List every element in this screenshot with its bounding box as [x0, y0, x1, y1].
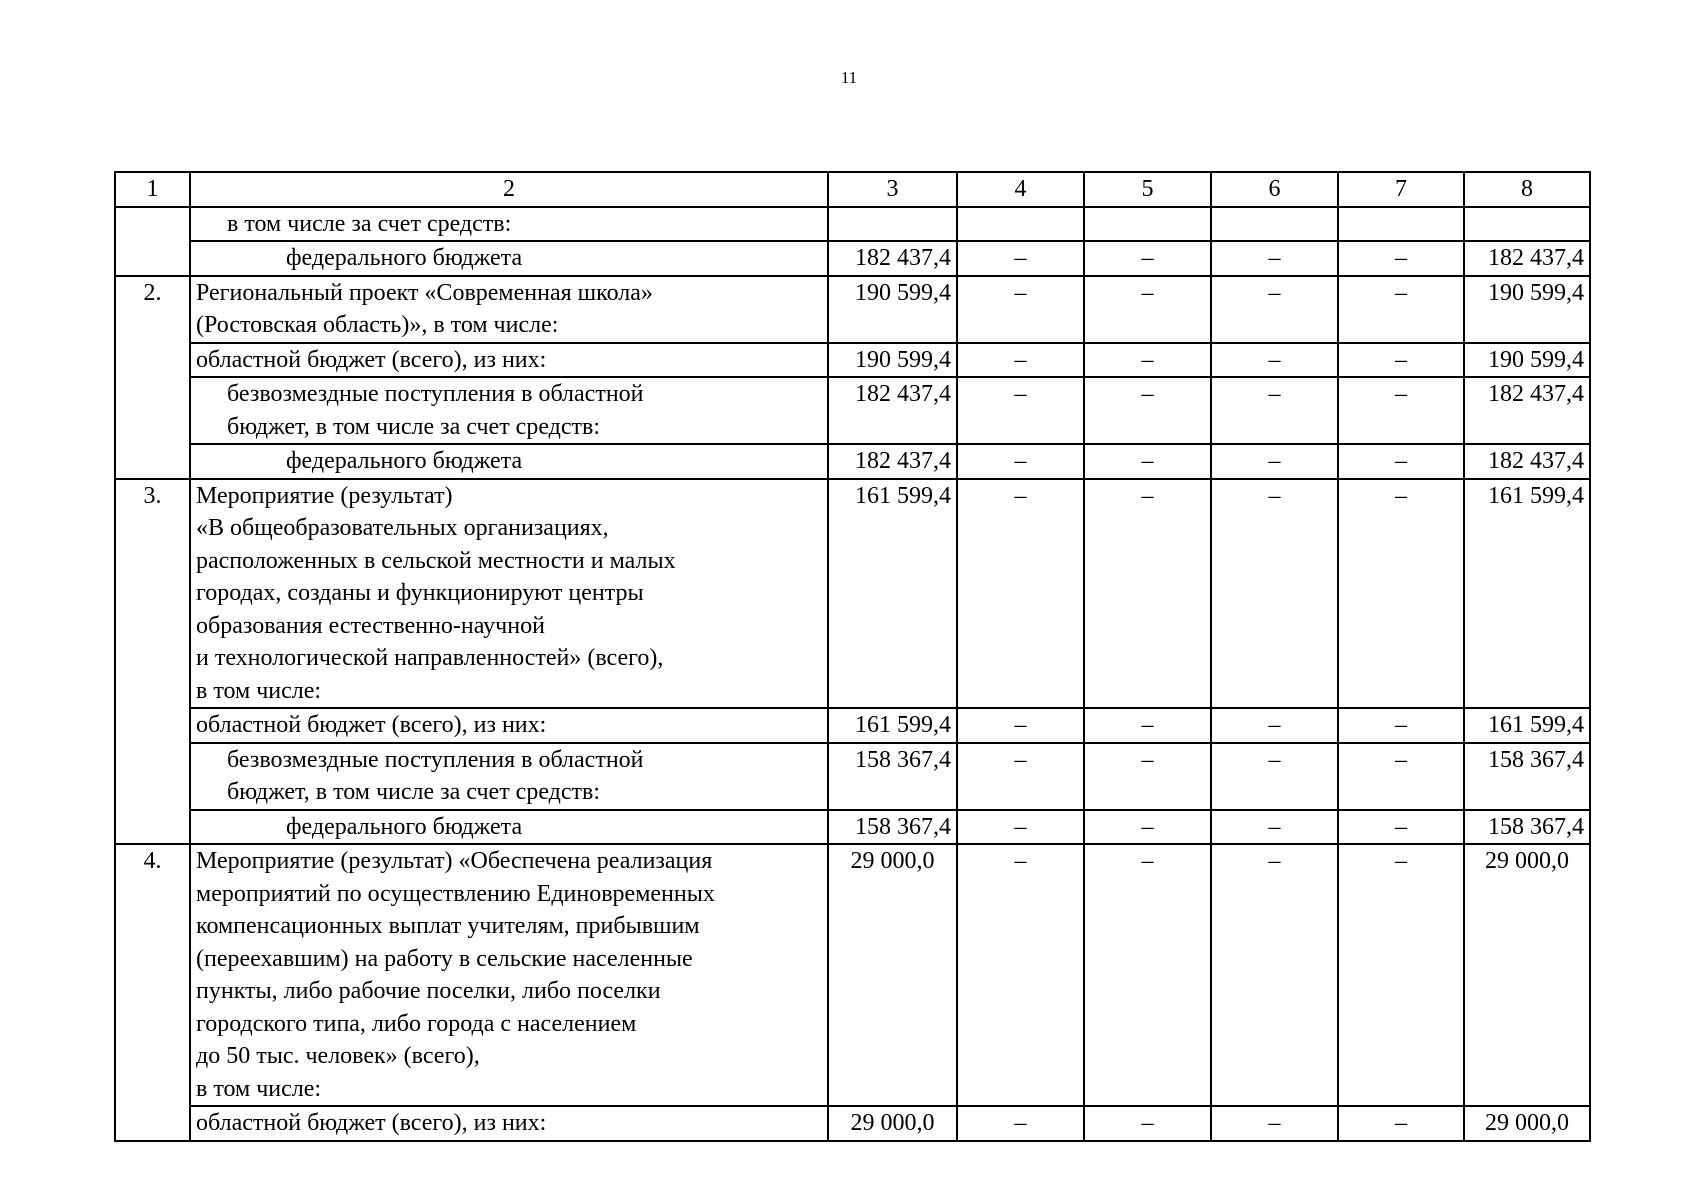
- col6-value: –: [1211, 276, 1338, 343]
- col7-value: –: [1338, 444, 1464, 479]
- col5-value: [1084, 207, 1211, 242]
- row-number: 4.: [115, 844, 190, 1141]
- description-line: Региональный проект «Современная школа»: [196, 279, 653, 306]
- header-cell: 1: [115, 172, 190, 207]
- description-line: образования естественно-научной: [196, 612, 545, 639]
- col7-value: –: [1338, 844, 1464, 1106]
- col8-value: 182 437,4: [1464, 444, 1590, 479]
- col3-value: 161 599,4: [828, 708, 957, 743]
- col7-value: –: [1338, 743, 1464, 810]
- col6-value: –: [1211, 1106, 1338, 1141]
- col5-value: –: [1084, 708, 1211, 743]
- row-description: [190, 743, 828, 810]
- table-row: [115, 743, 1590, 810]
- col8-value: 29 000,0: [1464, 844, 1590, 1106]
- col6-value: –: [1211, 343, 1338, 378]
- description-line: городах, созданы и функционируют центры: [196, 580, 644, 606]
- col3-value: 182 437,4: [828, 377, 957, 444]
- col3-value: 158 367,4: [828, 743, 957, 810]
- col7-value: –: [1338, 343, 1464, 378]
- description-line: мероприятий по осуществлению Единовременных: [196, 880, 715, 907]
- col7-value: –: [1338, 810, 1464, 845]
- row-number-cell: [115, 207, 190, 276]
- description-line: (Ростовская область)», в том числе:: [196, 312, 559, 338]
- col5-value: –: [1084, 276, 1211, 343]
- row-description: областной бюджет (всего), из них:: [190, 343, 828, 378]
- col8-value: 190 599,4: [1464, 276, 1590, 343]
- header-cell: 8: [1464, 172, 1590, 207]
- table-row: [115, 844, 1590, 1106]
- description-line: и технологической направленностей» (всего),: [196, 645, 664, 671]
- row-description: федерального бюджета: [190, 810, 828, 845]
- description-line: городского типа, либо города с населением: [196, 1010, 637, 1037]
- col4-value: –: [957, 276, 1084, 343]
- col8-value: 190 599,4: [1464, 343, 1590, 378]
- description-line: расположенных в сельской местности и малых: [196, 547, 676, 574]
- row-description: [190, 276, 828, 343]
- col5-value: –: [1084, 1106, 1211, 1141]
- col4-value: –: [957, 708, 1084, 743]
- table-row: [115, 343, 1590, 378]
- col4-value: –: [957, 241, 1084, 276]
- col7-value: –: [1338, 479, 1464, 709]
- description-line: компенсационных выплат учителям, прибывшим: [196, 913, 700, 939]
- budget-table: [114, 171, 1591, 1142]
- col5-value: –: [1084, 743, 1211, 810]
- col5-value: –: [1084, 343, 1211, 378]
- col3-value: 29 000,0: [828, 844, 957, 1106]
- col6-value: –: [1211, 377, 1338, 444]
- row-number: 2.: [115, 276, 190, 479]
- col4-value: –: [957, 1106, 1084, 1141]
- row-description: [190, 844, 828, 1106]
- header-cell: 3: [828, 172, 957, 207]
- description-line: безвозмездные поступления в областной: [227, 381, 644, 407]
- col6-value: –: [1211, 479, 1338, 709]
- header-cell: 2: [190, 172, 828, 207]
- col8-value: 182 437,4: [1464, 241, 1590, 276]
- page-number: 11: [840, 68, 858, 87]
- col7-value: –: [1338, 1106, 1464, 1141]
- col8-value: 158 367,4: [1464, 810, 1590, 845]
- col6-value: –: [1211, 743, 1338, 810]
- col5-value: –: [1084, 377, 1211, 444]
- col3-value: 182 437,4: [828, 241, 957, 276]
- description-line: бюджет, в том числе за счет средств:: [227, 413, 601, 440]
- col3-value: 190 599,4: [828, 276, 957, 343]
- col5-value: –: [1084, 241, 1211, 276]
- col6-value: –: [1211, 844, 1338, 1106]
- description-line: (переехавшим) на работу в сельские населенные: [196, 945, 693, 972]
- col5-value: –: [1084, 810, 1211, 845]
- row-description: [190, 479, 828, 709]
- table-row: [115, 810, 1590, 845]
- header-cell: 5: [1084, 172, 1211, 207]
- row-description: областной бюджет (всего), из них:: [190, 1106, 828, 1141]
- col6-value: –: [1211, 241, 1338, 276]
- col8-value: 182 437,4: [1464, 377, 1590, 444]
- col3-value: 29 000,0: [828, 1106, 957, 1141]
- col7-value: –: [1338, 708, 1464, 743]
- col4-value: –: [957, 743, 1084, 810]
- row-description: федерального бюджета: [190, 241, 828, 276]
- description-line: «В общеобразовательных организациях,: [196, 515, 609, 541]
- description-line: бюджет, в том числе за счет средств:: [227, 779, 601, 805]
- description-line: безвозмездные поступления в областной: [227, 746, 644, 773]
- header-cell: 6: [1211, 172, 1338, 207]
- col5-value: –: [1084, 844, 1211, 1106]
- table-row: [115, 241, 1590, 276]
- col3-value: 190 599,4: [828, 343, 957, 378]
- col7-value: [1338, 207, 1464, 242]
- col5-value: –: [1084, 479, 1211, 709]
- col8-value: 29 000,0: [1464, 1106, 1590, 1141]
- col4-value: –: [957, 343, 1084, 378]
- row-description: [190, 377, 828, 444]
- col5-value: –: [1084, 444, 1211, 479]
- col3-value: [828, 207, 957, 242]
- col7-value: –: [1338, 276, 1464, 343]
- table-row: [115, 1106, 1590, 1141]
- description-line: до 50 тыс. человек» (всего),: [196, 1043, 480, 1069]
- header-cell: 4: [957, 172, 1084, 207]
- col7-value: –: [1338, 377, 1464, 444]
- col3-value: 158 367,4: [828, 810, 957, 845]
- col4-value: –: [957, 810, 1084, 845]
- table-row: [115, 444, 1590, 479]
- table-row: [115, 207, 1590, 242]
- col6-value: [1211, 207, 1338, 242]
- col8-value: 161 599,4: [1464, 479, 1590, 709]
- row-number: 3.: [115, 479, 190, 845]
- description-line: Мероприятие (результат): [196, 482, 453, 509]
- row-description: областной бюджет (всего), из них:: [190, 708, 828, 743]
- row-description: в том числе за счет средств:: [190, 207, 828, 242]
- description-line: в том числе:: [196, 1075, 322, 1102]
- col4-value: [957, 207, 1084, 242]
- col6-value: –: [1211, 810, 1338, 845]
- col4-value: –: [957, 444, 1084, 479]
- col8-value: 158 367,4: [1464, 743, 1590, 810]
- table-row: [115, 479, 1590, 709]
- table-header-row: [115, 172, 1590, 207]
- col3-value: 182 437,4: [828, 444, 957, 479]
- table-row: [115, 708, 1590, 743]
- header-cell: 7: [1338, 172, 1464, 207]
- col3-value: 161 599,4: [828, 479, 957, 709]
- col4-value: –: [957, 377, 1084, 444]
- col8-value: 161 599,4: [1464, 708, 1590, 743]
- description-line: в том числе:: [196, 677, 322, 704]
- col6-value: –: [1211, 444, 1338, 479]
- col8-value: [1464, 207, 1590, 242]
- col4-value: –: [957, 479, 1084, 709]
- col6-value: –: [1211, 708, 1338, 743]
- row-description: федерального бюджета: [190, 444, 828, 479]
- description-line: Мероприятие (результат) «Обеспечена реализация: [196, 848, 713, 874]
- table-row: [115, 276, 1590, 343]
- col7-value: –: [1338, 241, 1464, 276]
- table-row: [115, 377, 1590, 444]
- description-line: пункты, либо рабочие поселки, либо поселки: [196, 978, 661, 1004]
- col4-value: –: [957, 844, 1084, 1106]
